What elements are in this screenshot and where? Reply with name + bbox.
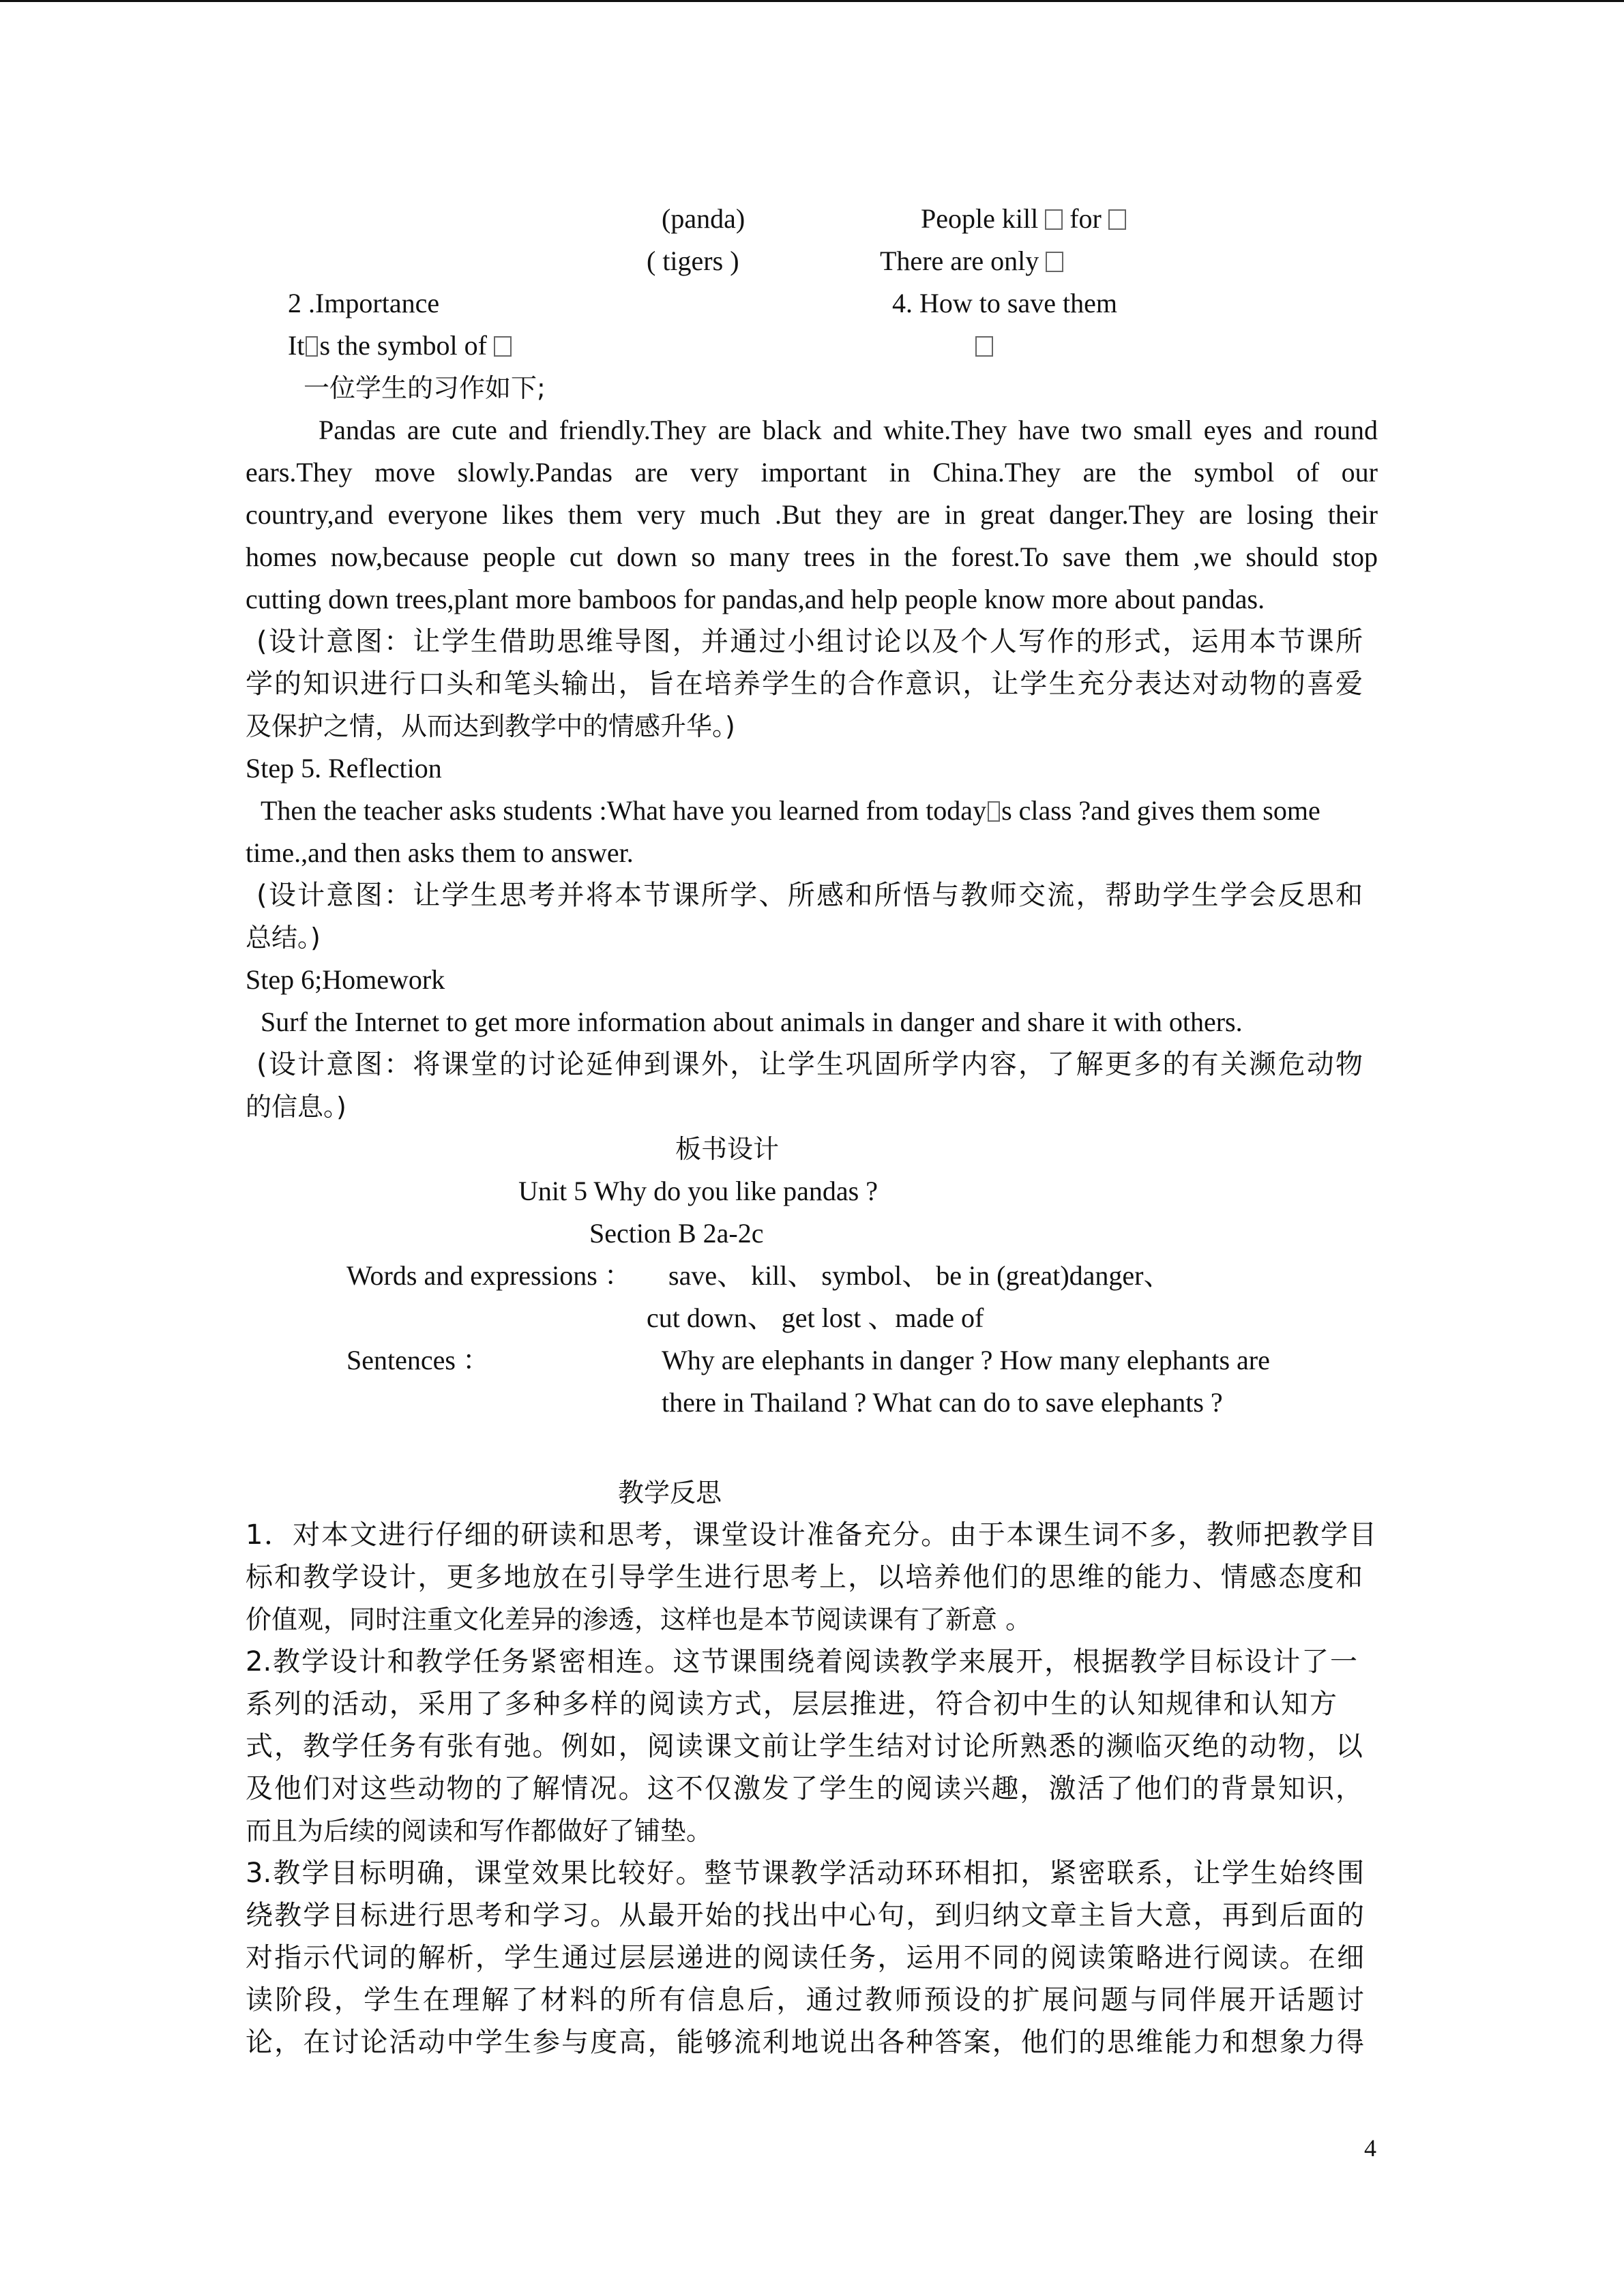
- reflection-line: 论，在讨论活动中学生参与度高，能够流利地说出各种答案，他们的思维能力和想象力得: [246, 2027, 1364, 2058]
- mindmap-tigers: ( tigers ): [647, 245, 739, 276]
- blank-box-icon: [494, 336, 512, 357]
- mindmap-people-kill: People kill for: [921, 198, 1126, 240]
- step6-title: Step 6;Homework: [246, 964, 445, 995]
- step5-line: Then the teacher asks students :What have you learned from today s class ?and gives them some: [261, 795, 1320, 826]
- board-sentences-line: Why are elephants in danger ? How many elephants are: [662, 1345, 1270, 1375]
- essay-line: ears.They move slowly.Pandas are very important in China.They are the symbol of our: [246, 457, 1378, 488]
- board-section: Section B 2a-2c: [589, 1218, 764, 1249]
- mindmap-symbol-line: It s the symbol of: [288, 325, 512, 367]
- reflection-line: 系列的活动，采用了多种多样的阅读方式，层层推进，符合初中生的认知规律和认知方: [246, 1688, 1337, 1720]
- essay-line: homes now,because people cut down so many trees in the forest.To save them ,we should stop: [246, 541, 1378, 572]
- reflection-line: 绕教学目标进行思考和学习。从最开始的找出中心句，到归纳文章主旨大意，再到后面的: [246, 1900, 1364, 1931]
- reflection-line: 标和教学设计，更多地放在引导学生进行思考上，以培养他们的思维的能力、情感态度和: [246, 1562, 1363, 1593]
- page-number: 4: [1364, 2134, 1376, 2162]
- top-border-line: [0, 0, 1624, 2]
- blank-box-icon: [1045, 209, 1063, 230]
- design-intent-line: 的信息。): [246, 1092, 346, 1122]
- design-intent-line: (设计意图：让学生借助思维导图，并通过小组讨论以及个人写作的形式，运用本节课所: [256, 626, 1363, 657]
- blank-box-icon: [1046, 252, 1063, 272]
- blank-box-icon: [1108, 209, 1126, 230]
- reflection-title: 教学反思: [618, 1478, 722, 1508]
- reflection-line: 1．对本文进行仔细的研读和思考，课堂设计准备充分。由于本课生词不多，教师把教学目: [246, 1519, 1376, 1551]
- missing-glyph-icon: [306, 336, 318, 357]
- reflection-line: 而且为后续的阅读和写作都做好了铺垫。: [246, 1816, 713, 1846]
- board-sentences-label: Sentences ：: [346, 1345, 490, 1375]
- reflection-line: 对指示代词的解析，学生通过层层递进的阅读任务，运用不同的阅读策略进行阅读。在细: [246, 1942, 1364, 1973]
- board-sentences-line: there in Thailand ? What can do to save elephants ?: [662, 1387, 1223, 1418]
- reflection-line: 2.教学设计和教学任务紧密相连。这节课围绕着阅读教学来展开，根据教学目标设计了一: [246, 1646, 1357, 1678]
- essay-line: country,and everyone likes them very much .But they are in great danger.They are losing their: [246, 499, 1378, 530]
- design-intent-line: 及保护之情，从而达到教学中的情感升华。): [246, 711, 735, 741]
- blank-box-icon: [975, 336, 993, 357]
- board-words-label: Words and expressions ：: [346, 1260, 632, 1291]
- board-words-line: save、 kill、 symbol、 be in (great)danger、: [668, 1260, 1171, 1291]
- design-intent-line: 总结。): [246, 923, 321, 953]
- board-words-line: cut down、 get lost 、made of: [647, 1302, 984, 1333]
- reflection-line: 读阶段，学生在理解了材料的所有信息后，通过教师预设的扩展问题与同伴展开话题讨: [246, 1984, 1364, 2016]
- missing-glyph-icon: [988, 801, 1000, 822]
- essay-line: cutting down trees,plant more bamboos for pandas,and help people know more about pandas.: [246, 584, 1265, 614]
- reflection-line: 价值观，同时注重文化差异的渗透，这样也是本节阅读课有了新意 。: [246, 1605, 1032, 1635]
- mindmap-panda: (panda): [662, 203, 745, 234]
- mindmap-how-to-save-heading: 4. How to save them: [892, 288, 1117, 318]
- essay-line: Pandas are cute and friendly.They are black and white.They have two small eyes and round: [319, 415, 1378, 445]
- board-title: 板书设计: [675, 1134, 780, 1164]
- step6-text: Surf the Internet to get more information about animals in danger and share it with others.: [261, 1007, 1243, 1037]
- design-intent-line: 学的知识进行口头和笔头输出，旨在培养学生的合作意识，让学生充分表达对动物的喜爱: [246, 668, 1363, 700]
- step5-line: time.,and then asks them to answer.: [246, 837, 634, 868]
- mindmap-save-blank: [975, 325, 993, 367]
- reflection-line: 3.教学目标明确，课堂效果比较好。整节课教学活动环环相扣，紧密联系，让学生始终围: [246, 1858, 1364, 1889]
- design-intent-line: (设计意图：将课堂的讨论延伸到课外，让学生巩固所学内容，了解更多的有关濒危动物: [256, 1049, 1363, 1080]
- reflection-line: 及他们对这些动物的了解情况。这不仅激发了学生的阅读兴趣，激活了他们的背景知识，: [246, 1773, 1363, 1804]
- board-unit: Unit 5 Why do you like pandas ?: [518, 1176, 878, 1206]
- mindmap-there-are-only: There are only: [880, 240, 1063, 282]
- design-intent-line: (设计意图：让学生思考并将本节课所学、所感和所悟与教师交流，帮助学生学会反思和: [256, 880, 1363, 911]
- mindmap-importance-heading: 2 .Importance: [288, 288, 440, 318]
- sample-intro: 一位学生的习作如下;: [304, 373, 546, 403]
- step5-title: Step 5. Reflection: [246, 753, 442, 784]
- reflection-line: 式，教学任务有张有弛。例如，阅读课文前让学生结对讨论所熟悉的濒临灭绝的动物，以: [246, 1731, 1363, 1762]
